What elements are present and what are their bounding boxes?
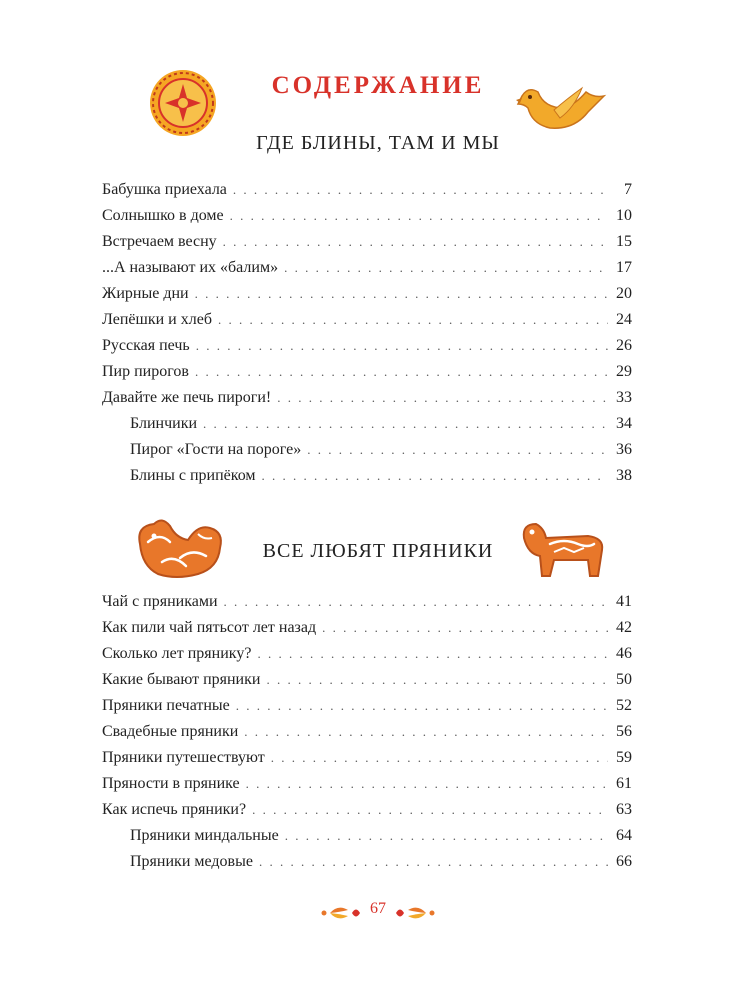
leader-dots <box>262 468 608 484</box>
bird-icon <box>514 78 608 136</box>
leader-dots <box>259 854 608 870</box>
toc-entry[interactable] <box>102 645 632 671</box>
entry-title: Блинчики <box>130 415 198 432</box>
entry-title: Блины с припёком <box>130 467 256 484</box>
leader-dots <box>271 750 608 766</box>
toc-entry[interactable] <box>102 671 632 697</box>
entry-title: Как пили чай пятьсот лет назад <box>102 619 317 636</box>
entry-title: Как испечь пряники? <box>102 801 247 818</box>
entry-page: 42 <box>616 619 632 636</box>
leader-dots <box>322 620 608 636</box>
page-title: СОДЕРЖАНИЕ <box>271 72 485 99</box>
toc-entry[interactable] <box>102 259 632 285</box>
entry-page: 41 <box>616 593 632 610</box>
leader-dots <box>203 416 608 432</box>
entry-page: 36 <box>616 441 632 458</box>
toc-entry[interactable] <box>102 207 632 233</box>
entry-page: 46 <box>616 645 632 662</box>
toc-entry[interactable] <box>102 285 632 311</box>
leader-dots <box>284 260 608 276</box>
entry-title: Русская печь <box>102 337 190 354</box>
toc-entry[interactable] <box>102 775 632 801</box>
toc-entry[interactable] <box>102 363 632 389</box>
page-number: 67 <box>370 900 386 917</box>
entry-page: 17 <box>616 259 632 276</box>
leader-dots <box>195 286 608 302</box>
entry-title: Чай с пряниками <box>102 593 218 610</box>
leader-dots <box>246 776 608 792</box>
toc-entry[interactable] <box>102 723 632 749</box>
toc-entry[interactable] <box>102 697 632 723</box>
section-heading: ГДЕ БЛИНЫ, ТАМ И МЫ <box>256 132 500 154</box>
entry-page: 64 <box>616 827 632 844</box>
toc-subentry[interactable] <box>102 441 632 467</box>
leader-dots <box>196 338 608 354</box>
entry-title: Пирог «Гости на пороге» <box>130 441 302 458</box>
toc-subentry[interactable] <box>102 415 632 441</box>
entry-title: Пряники путешествуют <box>102 749 265 766</box>
leader-dots <box>277 390 608 406</box>
toc-entry[interactable] <box>102 389 632 415</box>
toc-entry[interactable] <box>102 233 632 259</box>
entry-title: Солнышко в доме <box>102 207 224 224</box>
toc-subentry[interactable] <box>102 827 632 853</box>
leader-dots <box>230 208 608 224</box>
entry-page: 63 <box>616 801 632 818</box>
entry-page: 59 <box>616 749 632 766</box>
toc-entry[interactable] <box>102 619 632 645</box>
toc-subentry[interactable] <box>102 853 632 879</box>
entry-title: Сколько лет прянику? <box>102 645 252 662</box>
entry-title: Пряности в прянике <box>102 775 240 792</box>
toc-section-2 <box>102 593 632 879</box>
entry-title: ...А называют их «балим» <box>102 259 279 276</box>
leader-dots <box>233 182 608 198</box>
entry-title: Пир пирогов <box>102 363 189 380</box>
entry-page: 7 <box>624 181 632 198</box>
entry-page: 66 <box>616 853 632 870</box>
entry-title: Свадебные пряники <box>102 723 239 740</box>
leader-dots <box>236 698 608 714</box>
leader-dots <box>257 646 608 662</box>
entry-page: 33 <box>616 389 632 406</box>
entry-page: 50 <box>616 671 632 688</box>
entry-page: 61 <box>616 775 632 792</box>
toc-subentry[interactable] <box>102 467 632 493</box>
entry-title: Пряники миндальные <box>130 827 279 844</box>
toc-entry[interactable] <box>102 749 632 775</box>
entry-title: Какие бывают пряники <box>102 671 261 688</box>
toc-section-1 <box>102 181 632 493</box>
toc-entry[interactable] <box>102 337 632 363</box>
entry-page: 52 <box>616 697 632 714</box>
entry-page: 24 <box>616 311 632 328</box>
entry-page: 38 <box>616 467 632 484</box>
toc-entry[interactable] <box>102 593 632 619</box>
entry-title: Жирные дни <box>102 285 189 302</box>
leader-dots <box>307 442 608 458</box>
sun-medallion-icon <box>148 68 218 138</box>
entry-page: 56 <box>616 723 632 740</box>
entry-page: 10 <box>616 207 632 224</box>
entry-title: Пряники печатные <box>102 697 230 714</box>
entry-page: 34 <box>616 415 632 432</box>
leader-dots <box>223 234 608 250</box>
entry-page: 20 <box>616 285 632 302</box>
entry-title: Лепёшки и хлеб <box>102 311 212 328</box>
leader-dots <box>285 828 608 844</box>
leader-dots <box>224 594 608 610</box>
section-heading: ВСЕ ЛЮБЯТ ПРЯНИКИ <box>262 540 494 562</box>
leader-dots <box>266 672 608 688</box>
entry-page: 15 <box>616 233 632 250</box>
entry-page: 26 <box>616 337 632 354</box>
entry-title: Бабушка приехала <box>102 181 227 198</box>
entry-title: Давайте же печь пироги! <box>102 389 272 406</box>
entry-title: Пряники медовые <box>130 853 253 870</box>
toc-entry[interactable] <box>102 181 632 207</box>
leader-dots <box>218 312 608 328</box>
leader-dots <box>252 802 608 818</box>
leader-dots <box>244 724 608 740</box>
toc-entry[interactable] <box>102 801 632 827</box>
toc-entry[interactable] <box>102 311 632 337</box>
entry-page: 29 <box>616 363 632 380</box>
leader-dots <box>195 364 608 380</box>
entry-title: Встречаем весну <box>102 233 217 250</box>
